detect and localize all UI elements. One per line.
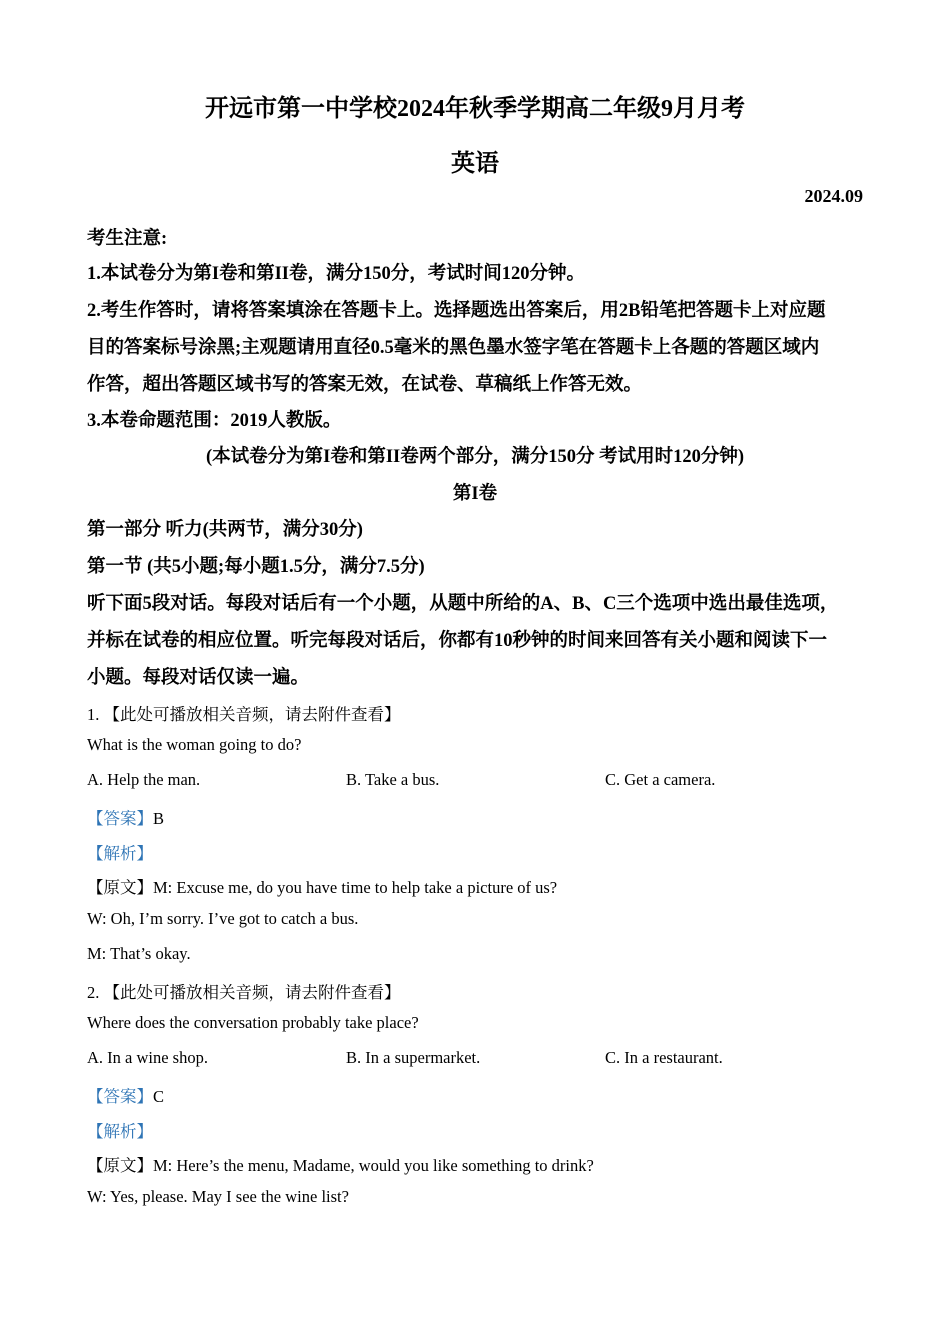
q1-answer-tag: 【答案】 <box>87 809 153 828</box>
paper-note: (本试卷分为第I卷和第II卷两个部分，满分150分 考试用时120分钟) <box>205 447 745 467</box>
q2-option-a: A. In a wine shop. <box>87 1048 208 1067</box>
q1-transcript-line-3: M: That’s okay. <box>87 944 191 963</box>
subject-title: 英语 <box>451 151 499 177</box>
q2-transcript-line-1 <box>87 1152 594 1176</box>
exam-title: 开远市第一中学校2024年秋季学期高二年级9月月考 <box>205 96 745 122</box>
q1-transcript-line-1 <box>87 874 557 898</box>
notice-item-2-line-3: 作答，超出答题区域书写的答案无效，在试卷、草稿纸上作答无效。 <box>87 375 643 395</box>
q1-option-c: C. Get a camera. <box>605 770 716 789</box>
instruction-line-3: 小题。每段对话仅读一遍。 <box>87 668 310 688</box>
q2-original-tag: 【原文】 <box>87 1156 153 1175</box>
q2-question: Where does the conversation probably take place? <box>87 1013 419 1032</box>
notice-item-2-line-2: 目的答案标号涂黑;主观题请用直径0.5毫米的黑色墨水签字笔在答题卡上各题的答题区域内 <box>87 338 820 358</box>
q2-audio-note[interactable]: 2. 【此处可播放相关音频，请去附件查看】 <box>87 983 401 1002</box>
q1-transcript-text-1: M: Excuse me, do you have time to help take a picture of us? <box>153 878 558 897</box>
instruction-line-1: 听下面5段对话。每段对话后有一个小题，从题中所给的A、B、C三个选项中选出最佳选项， <box>87 594 839 614</box>
q2-answer-tag: 【答案】 <box>87 1087 153 1106</box>
exam-date: 2024.09 <box>804 186 863 206</box>
section-one-heading: 第一节 (共5小题;每小题1.5分，满分7.5分) <box>87 557 425 577</box>
q2-answer <box>87 1083 164 1107</box>
notice-heading: 考生注意: <box>87 229 168 249</box>
q1-answer-value: B <box>153 809 165 828</box>
instruction-line-2: 并标在试卷的相应位置。听完每段对话后，你都有10秒钟的时间来回答有关小题和阅读下一 <box>87 631 828 651</box>
notice-item-1: 1.本试卷分为第I卷和第II卷，满分150分，考试时间120分钟。 <box>87 264 585 284</box>
q1-option-b: B. Take a bus. <box>346 770 440 789</box>
notice-item-3: 3.本卷命题范围：2019人教版。 <box>87 411 342 431</box>
q2-transcript-text-1: M: Here’s the menu, Madame, would you like something to drink? <box>153 1156 594 1175</box>
q2-option-b: B. In a supermarket. <box>346 1048 481 1067</box>
q1-question: What is the woman going to do? <box>87 735 302 754</box>
part-one-heading: 第一部分 听力(共两节，满分30分) <box>87 520 363 540</box>
q1-original-tag: 【原文】 <box>87 878 153 897</box>
q2-analysis-tag: 【解析】 <box>87 1122 153 1141</box>
q1-transcript-line-2: W: Oh, I’m sorry. I’ve got to catch a bus. <box>87 909 359 928</box>
q1-audio-note[interactable]: 1. 【此处可播放相关音频，请去附件查看】 <box>87 705 401 724</box>
volume-label: 第I卷 <box>452 484 498 504</box>
q1-analysis-tag: 【解析】 <box>87 844 153 863</box>
q1-answer <box>87 805 164 829</box>
notice-item-2-line-1: 2.考生作答时，请将答案填涂在答题卡上。选择题选出答案后，用2B铅笔把答题卡上对应题 <box>87 301 826 321</box>
q2-transcript-line-2: W: Yes, please. May I see the wine list? <box>87 1187 349 1206</box>
q2-answer-value: C <box>153 1087 165 1106</box>
q2-option-c: C. In a restaurant. <box>605 1048 723 1067</box>
q1-option-a: A. Help the man. <box>87 770 201 789</box>
